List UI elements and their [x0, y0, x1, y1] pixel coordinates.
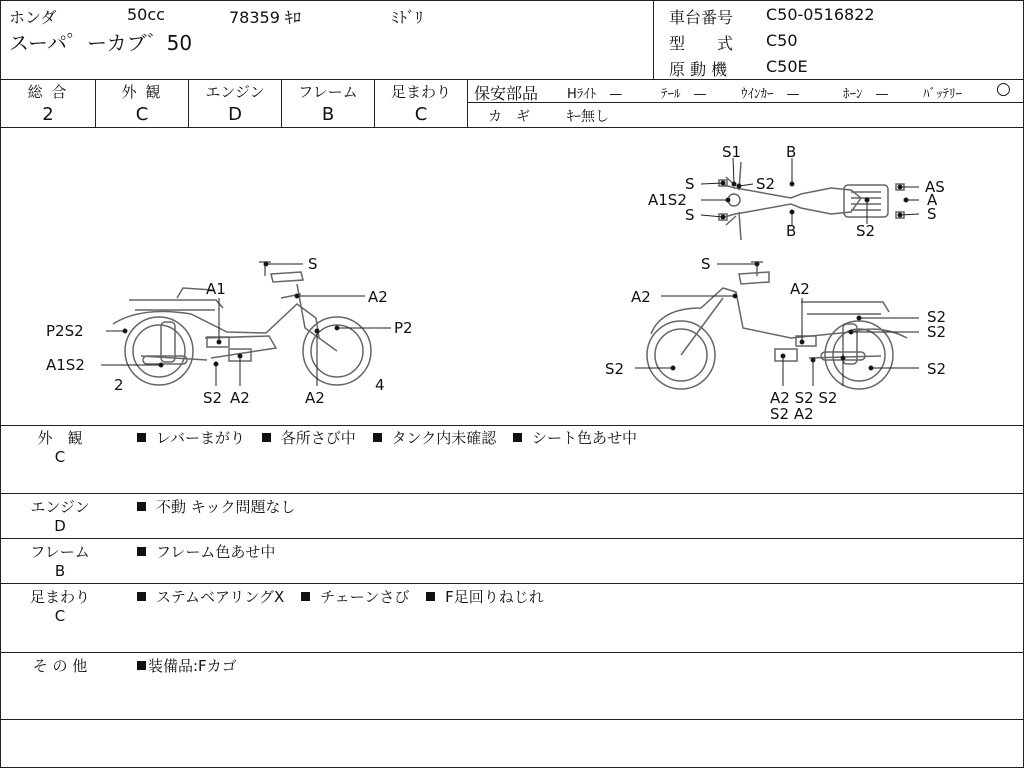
safety-battery: ﾊﾞｯﾃﾘｰ: [923, 87, 962, 102]
section-items: [137, 496, 295, 517]
safety-tail: ﾃｰﾙ —: [661, 87, 707, 102]
bullet-square-icon: [262, 433, 271, 442]
label-a1s2-left: A1S2: [46, 356, 85, 374]
item: ステムベアリングX: [156, 588, 285, 606]
color: ﾐﾄﾞﾘ: [391, 8, 424, 27]
section-items: [137, 427, 637, 448]
label-a1: A1: [206, 280, 226, 298]
header: [1, 1, 1023, 80]
item: レバーまがり: [156, 429, 245, 447]
label-s2-rear1: S2: [927, 308, 947, 326]
frame-no-label: 車台番号: [669, 8, 734, 27]
label-s-right: S: [927, 205, 937, 223]
label-a1s2: A1S2: [648, 191, 687, 209]
safety-headlight: Hﾗｲﾄ —: [567, 87, 623, 102]
grade-value: B: [321, 104, 335, 125]
item: 各所さび中: [280, 429, 356, 447]
safety-winker: ｳｲﾝｶｰ —: [741, 87, 800, 102]
item: タンク内未確認: [391, 429, 497, 447]
label-a2-body-right: A2: [631, 288, 651, 306]
header-divider: [653, 1, 654, 79]
label-b-bottom: B: [786, 222, 797, 240]
bullet-square-icon: [513, 433, 522, 442]
label-s-mirror-left: S: [308, 255, 318, 273]
label-as: AS: [925, 178, 945, 196]
bullet-square-icon: [137, 433, 146, 442]
section-grade: B: [54, 562, 66, 580]
bullet-square-icon: [137, 661, 146, 670]
bullet-square-icon: [426, 592, 435, 601]
engine-value: C50E: [766, 57, 808, 76]
grade-label: フレーム: [298, 83, 358, 101]
section-label: エンジン: [30, 498, 90, 516]
grade-value: D: [228, 104, 242, 125]
section-items: [137, 655, 237, 676]
label-s-left1: S: [685, 175, 695, 193]
label-s-left2: S: [685, 206, 695, 224]
label-s2-seat: S2: [856, 222, 876, 240]
label-s2-front-right: S2: [605, 360, 625, 378]
grade-overall: [1, 79, 95, 127]
grade-value: C: [414, 104, 428, 125]
grade-label: 総 合: [27, 83, 69, 101]
label-s2-rear2: S2: [927, 323, 947, 341]
item: F足回りねじれ: [445, 588, 544, 606]
bullet-square-icon: [137, 592, 146, 601]
section-other: [1, 653, 1023, 720]
grade-frame: [282, 79, 374, 127]
model-name: スーパ゜ーカブ゛50: [9, 31, 193, 55]
label-s-mirror-right: S: [701, 255, 711, 273]
item: 装備品:Fカゴ: [148, 657, 237, 675]
grade-value: C: [135, 104, 149, 125]
label-a2-seat: A2: [790, 280, 810, 298]
section-exterior: [1, 425, 1023, 494]
mileage: 78359 ｷﾛ: [229, 8, 301, 27]
label-b-top: B: [786, 143, 797, 161]
type-value: C50: [766, 31, 798, 50]
bike-right-view-icon: [647, 262, 907, 389]
battery-ok-mark: ○: [996, 79, 1011, 99]
label-p2-front: P2: [394, 319, 413, 337]
grade-engine: [189, 79, 281, 127]
damage-diagram: [1, 128, 1023, 426]
displacement: 50cc: [127, 5, 165, 24]
grade-label: 外 観: [121, 83, 163, 101]
bullet-square-icon: [137, 547, 146, 556]
item: シート色あせ中: [532, 429, 638, 447]
label-s2-bottom-left: S2: [203, 389, 223, 407]
motorcycle-diagram-svg: [1, 128, 1023, 425]
frame-no: C50-0516822: [766, 5, 875, 24]
section-items: [137, 541, 275, 562]
key-value: ｷｰ無し: [567, 109, 609, 125]
label-bottom-row1: A2 S2 S2: [770, 389, 838, 407]
section-items: [137, 586, 544, 607]
label-bottom-row2: S2 A2: [770, 405, 814, 423]
section-frame: [1, 539, 1023, 584]
section-grade: D: [54, 517, 66, 535]
item: フレーム色あせ中: [156, 543, 276, 561]
section-engine: [1, 494, 1023, 539]
safety-horn: ﾎｰﾝ —: [843, 87, 889, 102]
label-num-2: 2: [114, 376, 124, 394]
bike-left-view-icon: [113, 262, 371, 385]
section-grade: C: [54, 607, 66, 625]
label-s2-mid: S2: [756, 175, 776, 193]
label-a2-bottom-front: A2: [305, 389, 325, 407]
grade-exterior: [96, 79, 188, 127]
section-label: 足まわり: [29, 588, 90, 606]
item: チェーンさび: [320, 588, 410, 606]
section-label: 外 観: [37, 429, 83, 447]
grade-value: 2: [42, 104, 54, 125]
grade-label: エンジン: [205, 83, 265, 101]
bike-top-view-icon: [719, 162, 904, 240]
key-label: カ ギ: [488, 109, 530, 125]
maker: ホンダ: [9, 8, 57, 27]
bullet-square-icon: [373, 433, 382, 442]
label-s1: S1: [722, 143, 742, 161]
bullet-square-icon: [137, 502, 146, 511]
label-a: A: [927, 191, 938, 209]
label-num-4: 4: [375, 376, 385, 394]
safety-title: 保安部品: [474, 84, 539, 103]
label-s2-rear3: S2: [927, 360, 947, 378]
bullet-square-icon: [301, 592, 310, 601]
section-suspension: [1, 584, 1023, 653]
label-a2-body-left: A2: [368, 288, 388, 306]
label-p2s2: P2S2: [46, 322, 84, 340]
grade-label: 足まわり: [390, 83, 451, 101]
grade-suspension: [375, 79, 467, 127]
type-label: 型 式: [669, 34, 734, 53]
label-a2-bottom-left: A2: [230, 389, 250, 407]
section-grade: C: [54, 448, 66, 466]
section-label: フレーム: [30, 543, 90, 561]
item: 不動 キック問題なし: [156, 498, 296, 516]
section-label: そ の 他: [32, 657, 88, 675]
grades-row: [1, 79, 1023, 128]
engine-label: 原 動 機: [669, 60, 728, 79]
